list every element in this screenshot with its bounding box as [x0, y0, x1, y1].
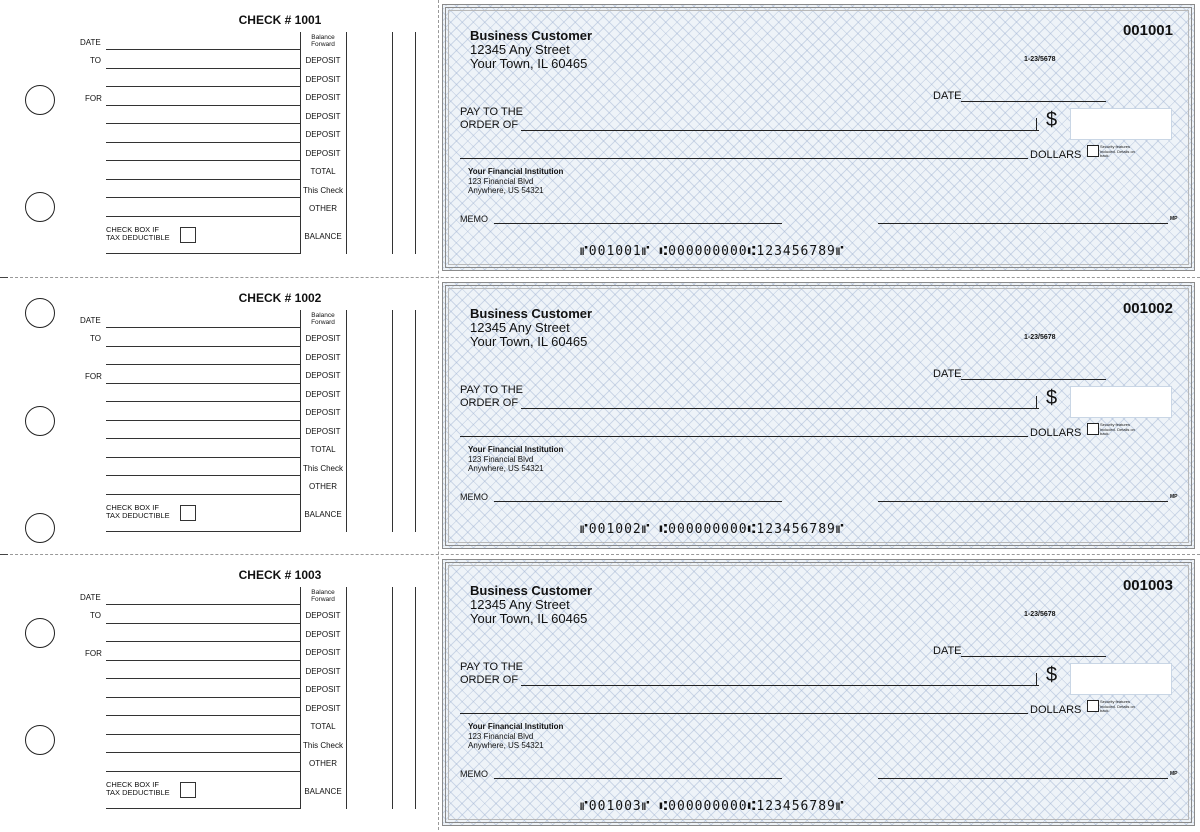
micr-line: ⑈001003⑈ ⑆000000000⑆123456789⑈: [580, 799, 845, 814]
tax-line-1: CHECK BOX IF: [106, 225, 159, 234]
stub-line: [106, 142, 300, 143]
stub-line: [106, 49, 300, 50]
stub-date-label: DATE: [80, 38, 101, 47]
stub-line: [106, 105, 300, 106]
stub-line: [106, 123, 300, 124]
tax-deductible-checkbox[interactable]: [180, 782, 196, 798]
total-label: TOTAL: [310, 445, 336, 454]
balance-forward-label: Balance Forward: [311, 34, 335, 48]
deposit-label: DEPOSIT: [305, 704, 341, 713]
written-amount-field[interactable]: [460, 158, 1028, 159]
stub-title: CHECK # 1003: [238, 568, 322, 582]
check-body: [442, 559, 1195, 826]
deposit-label: DEPOSIT: [305, 149, 341, 158]
stub-grid-line: [346, 587, 347, 809]
stub-line: [106, 216, 300, 217]
deposit-label: DEPOSIT: [305, 371, 341, 380]
stub-line: [106, 401, 300, 402]
dollars-label: DOLLARS: [1030, 704, 1082, 716]
security-features-note: Security features included. Details on back.: [1100, 144, 1135, 158]
stub-grid-line: [300, 32, 301, 254]
payee-field[interactable]: [521, 685, 1039, 686]
stub-line: [106, 752, 300, 753]
written-amount-field[interactable]: [460, 713, 1028, 714]
balance-label: BALANCE: [304, 510, 342, 519]
check-body: [442, 4, 1195, 271]
stub-grid-line: [392, 587, 393, 809]
signature-field[interactable]: [878, 223, 1168, 224]
mp-label: MP: [1170, 771, 1178, 777]
balance-forward-label: Balance Forward: [311, 312, 335, 326]
stub-grid-line: [300, 587, 301, 809]
stub-line: [106, 160, 300, 161]
stub-line: [106, 475, 300, 476]
tax-line-2: TAX DEDUCTIBLE: [106, 233, 170, 242]
dollars-label: DOLLARS: [1030, 427, 1082, 439]
deposit-label: DEPOSIT: [305, 130, 341, 139]
this-check-label: This Check: [302, 741, 343, 750]
bank-address-2: Anywhere, US 54321: [468, 464, 544, 473]
bank-address-1: 123 Financial Blvd: [468, 177, 534, 186]
deposit-label: DEPOSIT: [305, 630, 341, 639]
binder-hole: [25, 85, 55, 115]
balance-forward-label: Balance Forward: [311, 589, 335, 603]
amount-box[interactable]: [1070, 108, 1172, 140]
stub-line: [106, 383, 300, 384]
business-address-2: Your Town, IL 60465: [470, 56, 588, 71]
stub-line: [106, 420, 300, 421]
business-address-1: 12345 Any Street: [470, 597, 570, 612]
stub-for-label: FOR: [85, 649, 102, 658]
stub-line: [106, 641, 300, 642]
check-stub: [80, 0, 420, 277]
stub-line: [106, 457, 300, 458]
tax-line-2: TAX DEDUCTIBLE: [106, 788, 170, 797]
other-label: OTHER: [309, 759, 337, 768]
dollar-sign: $: [1046, 664, 1058, 686]
date-label: DATE: [933, 90, 962, 102]
pay-to-label-1: PAY TO THE: [460, 106, 523, 118]
business-name: Business Customer: [470, 28, 593, 43]
tax-deductible-label: [106, 226, 170, 242]
stub-date-label: DATE: [80, 593, 101, 602]
tax-deductible-checkbox[interactable]: [180, 227, 196, 243]
lock-icon: [1087, 145, 1099, 157]
tax-deductible-label: [106, 504, 170, 520]
routing-fraction: 1-23/5678: [1024, 56, 1056, 63]
signature-field[interactable]: [878, 501, 1168, 502]
stub-line: [106, 438, 300, 439]
stub-title: CHECK # 1001: [238, 13, 322, 27]
payee-line-end: [1036, 118, 1037, 130]
check-body: [442, 282, 1195, 549]
routing-fraction: 1-23/5678: [1024, 334, 1056, 341]
deposit-label: DEPOSIT: [305, 353, 341, 362]
pay-to-label-1: PAY TO THE: [460, 661, 523, 673]
business-address-2: Your Town, IL 60465: [470, 611, 588, 626]
deposit-label: DEPOSIT: [305, 75, 341, 84]
stub-line: [106, 771, 300, 772]
security-features-note: Security features included. Details on back.: [1100, 422, 1135, 436]
check-number: 001002: [1122, 300, 1173, 317]
memo-field[interactable]: [494, 501, 782, 502]
mp-label: MP: [1170, 494, 1178, 500]
bank-name: Your Financial Institution: [468, 445, 564, 454]
binder-hole: [25, 618, 55, 648]
tax-deductible-checkbox[interactable]: [180, 505, 196, 521]
amount-box[interactable]: [1070, 386, 1172, 418]
payee-field[interactable]: [521, 130, 1039, 131]
memo-field[interactable]: [494, 778, 782, 779]
memo-label: MEMO: [460, 214, 488, 224]
pay-to-label-2: ORDER OF: [460, 397, 519, 409]
stub-title: CHECK # 1002: [238, 291, 322, 305]
dollar-sign: $: [1046, 109, 1058, 131]
stub-grid-line: [346, 32, 347, 254]
business-address-1: 12345 Any Street: [470, 42, 570, 57]
payee-line-end: [1036, 673, 1037, 685]
balance-label: BALANCE: [304, 232, 342, 241]
bank-address-1: 123 Financial Blvd: [468, 455, 534, 464]
check-row-2: [0, 277, 1200, 555]
check-number: 001001: [1122, 22, 1173, 39]
date-label: DATE: [933, 645, 962, 657]
stub-line: [106, 604, 300, 605]
deposit-label: DEPOSIT: [305, 648, 341, 657]
bank-address-2: Anywhere, US 54321: [468, 741, 544, 750]
stub-date-label: DATE: [80, 316, 101, 325]
stub-grid-line: [415, 310, 416, 532]
bank-name: Your Financial Institution: [468, 167, 564, 176]
check-number: 001003: [1122, 577, 1173, 594]
this-check-label: This Check: [302, 464, 343, 473]
other-label: OTHER: [309, 204, 337, 213]
tax-deductible-label: [106, 781, 170, 797]
stub-line: [106, 623, 300, 624]
binder-hole: [25, 298, 55, 328]
stub-line: [106, 494, 300, 495]
tax-line-1: CHECK BOX IF: [106, 780, 159, 789]
stub-grid-line: [392, 310, 393, 532]
pay-to-label-1: PAY TO THE: [460, 384, 523, 396]
bank-address-2: Anywhere, US 54321: [468, 186, 544, 195]
stub-grid-line: [415, 32, 416, 254]
micr-line: ⑈001002⑈ ⑆000000000⑆123456789⑈: [580, 522, 845, 537]
deposit-label: DEPOSIT: [305, 427, 341, 436]
deposit-label: DEPOSIT: [305, 112, 341, 121]
bank-address-1: 123 Financial Blvd: [468, 732, 534, 741]
deposit-label: DEPOSIT: [305, 685, 341, 694]
date-field[interactable]: [961, 656, 1106, 657]
stub-to-label: TO: [90, 334, 101, 343]
business-name: Business Customer: [470, 583, 593, 598]
stub-line: [106, 253, 300, 254]
stub-line: [106, 697, 300, 698]
stub-line: [106, 197, 300, 198]
bank-name: Your Financial Institution: [468, 722, 564, 731]
memo-label: MEMO: [460, 769, 488, 779]
lock-icon: [1087, 423, 1099, 435]
written-amount-field[interactable]: [460, 436, 1028, 437]
pay-to-label-2: ORDER OF: [460, 119, 519, 131]
amount-box[interactable]: [1070, 663, 1172, 695]
binder-hole: [25, 192, 55, 222]
stub-for-label: FOR: [85, 94, 102, 103]
memo-label: MEMO: [460, 492, 488, 502]
business-name: Business Customer: [470, 306, 593, 321]
binder-hole: [25, 725, 55, 755]
stub-to-label: TO: [90, 56, 101, 65]
stub-for-label: FOR: [85, 372, 102, 381]
dollar-sign: $: [1046, 387, 1058, 409]
deposit-label: DEPOSIT: [305, 611, 341, 620]
stub-line: [106, 715, 300, 716]
deposit-label: DEPOSIT: [305, 334, 341, 343]
routing-fraction: 1-23/5678: [1024, 611, 1056, 618]
stub-line: [106, 808, 300, 809]
date-field[interactable]: [961, 101, 1106, 102]
micr-line: ⑈001001⑈ ⑆000000000⑆123456789⑈: [580, 244, 845, 259]
stub-grid-line: [392, 32, 393, 254]
stub-line: [106, 531, 300, 532]
date-field[interactable]: [961, 379, 1106, 380]
balance-label: BALANCE: [304, 787, 342, 796]
check-row-3: [0, 554, 1200, 832]
other-label: OTHER: [309, 482, 337, 491]
signature-field[interactable]: [878, 778, 1168, 779]
dollars-label: DOLLARS: [1030, 149, 1082, 161]
binder-hole: [25, 406, 55, 436]
binder-hole: [25, 513, 55, 543]
deposit-label: DEPOSIT: [305, 56, 341, 65]
check-stub: [80, 278, 420, 555]
payee-field[interactable]: [521, 408, 1039, 409]
payee-line-end: [1036, 396, 1037, 408]
stub-grid-line: [346, 310, 347, 532]
deposit-label: DEPOSIT: [305, 667, 341, 676]
stub-line: [106, 346, 300, 347]
deposit-label: DEPOSIT: [305, 408, 341, 417]
tax-line-1: CHECK BOX IF: [106, 503, 159, 512]
check-row-1: [0, 0, 1200, 277]
stub-line: [106, 734, 300, 735]
business-address-1: 12345 Any Street: [470, 320, 570, 335]
deposit-label: DEPOSIT: [305, 390, 341, 399]
stub-line: [106, 86, 300, 87]
stub-grid-line: [415, 587, 416, 809]
total-label: TOTAL: [310, 167, 336, 176]
perforation-mark: [0, 277, 8, 279]
pay-to-label-2: ORDER OF: [460, 674, 519, 686]
this-check-label: This Check: [302, 186, 343, 195]
stub-grid-line: [300, 310, 301, 532]
check-stub: [80, 555, 420, 832]
stub-line: [106, 678, 300, 679]
stub-line: [106, 364, 300, 365]
memo-field[interactable]: [494, 223, 782, 224]
mp-label: MP: [1170, 216, 1178, 222]
stub-line: [106, 660, 300, 661]
deposit-label: DEPOSIT: [305, 93, 341, 102]
date-label: DATE: [933, 368, 962, 380]
stub-line: [106, 68, 300, 69]
perforation-mark: [0, 554, 8, 556]
business-address-2: Your Town, IL 60465: [470, 334, 588, 349]
security-features-note: Security features included. Details on back.: [1100, 699, 1135, 713]
stub-line: [106, 179, 300, 180]
stub-line: [106, 327, 300, 328]
total-label: TOTAL: [310, 722, 336, 731]
lock-icon: [1087, 700, 1099, 712]
stub-to-label: TO: [90, 611, 101, 620]
tax-line-2: TAX DEDUCTIBLE: [106, 511, 170, 520]
